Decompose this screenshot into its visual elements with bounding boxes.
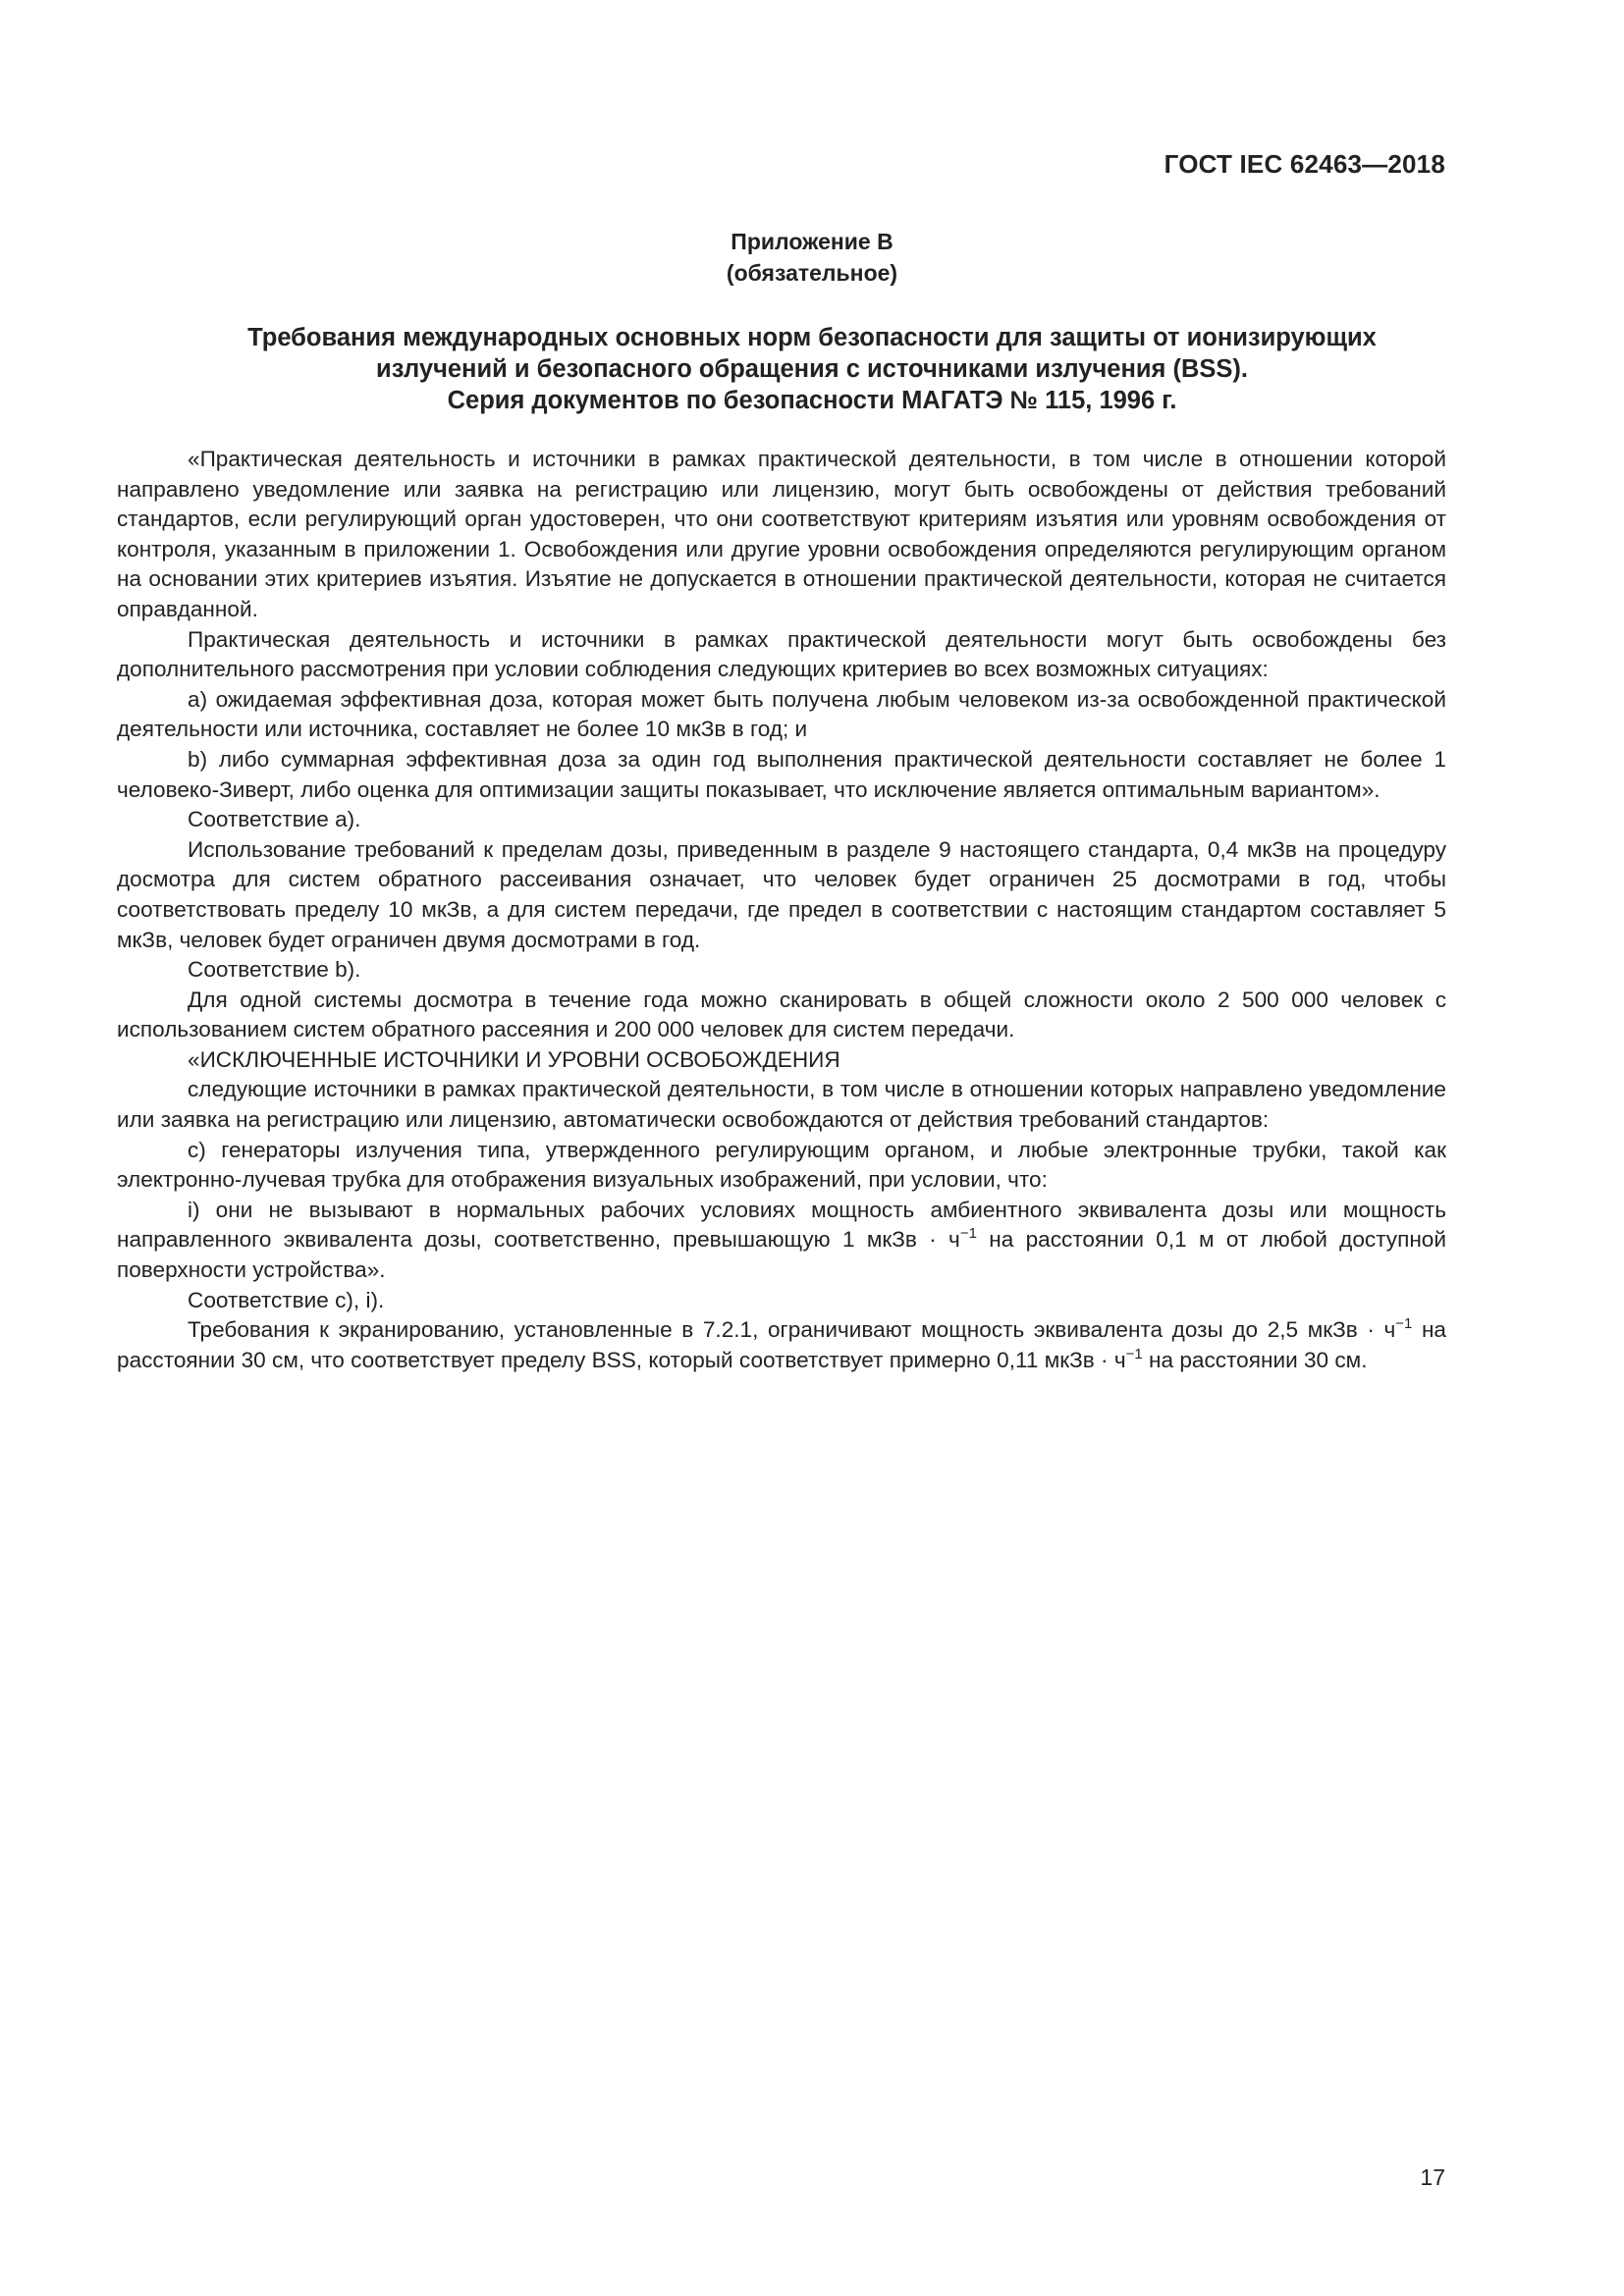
- standard-code-header: ГОСТ IEC 62463—2018: [1164, 149, 1445, 179]
- appendix-label: Приложение В: [731, 229, 893, 254]
- page-number: 17: [1420, 2164, 1445, 2190]
- document-body: [117, 445, 1446, 1375]
- superscript: −1: [1395, 1315, 1413, 1333]
- appendix-heading: [0, 226, 1624, 289]
- text-run: i) они не вызывают в нормальных рабочих условиях мощность амбиентного эквивалента дозы или мощность направленного эквивалента дозы, соответственно, превышающую 1 мкЗв · ч: [117, 1197, 1446, 1253]
- text-run: Требования к экранированию, установленные в 7.2.1, ограничивают мощность эквивалента дозы до 2,5 мкЗв · ч: [188, 1317, 1396, 1343]
- paragraph-item-c: с) генераторы излучения типа, утвержденного регулирующим органом, и любые электронные трубки, такой как электронно-лучевая трубка для отображения визуальных изображений, при условии, что:: [117, 1137, 1446, 1193]
- paragraph-excluded-sources-heading: «ИСКЛЮЧЕННЫЕ ИСТОЧНИКИ И УРОВНИ ОСВОБОЖДЕНИЯ: [188, 1046, 840, 1072]
- paragraph-item-i: [117, 1196, 1446, 1286]
- paragraph-compliance-b-label: Соответствие b).: [188, 957, 361, 983]
- paragraph-exemption-criteria: Практическая деятельность и источники в рамках практической деятельности могут быть освобождены без дополнительного рассмотрения при условии соблюдения следующих критериев во всех возможных ситуациях:: [117, 626, 1446, 682]
- text-run: на расстоянии 30 см, что соответствует пределу BSS, который соответствует примерно 0,11 мкЗв · ч: [117, 1317, 1446, 1372]
- paragraph-compliance-b: Для одной системы досмотра в течение года можно сканировать в общей сложности около 2 500 000 человек с использованием систем обратного рассеяния и 200 000 человек для систем передачи.: [117, 987, 1446, 1042]
- title-line-3: Серия документов по безопасности МАГАТЭ № 115, 1996 г.: [447, 387, 1177, 414]
- paragraph-excluded-sources: следующие источники в рамках практической деятельности, в том числе в отношении которых направлено уведомление или заявка на регистрацию или лицензию, автоматически освобождаются от действия требований стандартов:: [117, 1077, 1446, 1133]
- paragraph-exemption-intro: «Практическая деятельность и источники в рамках практической деятельности, в том числе в отношении которой направлено уведомление или заявка на регистрацию или лицензию, могут быть освобождены от действия требований стандартов, если регулирующий орган удостоверен, что они соответствуют критериям изъятия или уровням освобождения от контроля, указанным в приложении 1. Освобождения или другие уровни освобождения определяются регулирующим органом на основании этих критериев изъятия. Изъятие не допускается в отношении практической деятельности, которая не считается оправданной.: [117, 447, 1446, 621]
- title-line-2: излучений и безопасного обращения с источниками излучения (BSS).: [376, 355, 1248, 383]
- paragraph-compliance-a: Использование требований к пределам дозы, приведенным в разделе 9 настоящего стандарта, 0,4 мкЗв на процедуру досмотра для систем обратного рассеивания означает, что человек будет ограничен 25 досмотрами в год, чтобы соответствовать пределу 10 мкЗв, а для систем передачи, где предел в соответствии с настоящим стандартом составляет 5 мкЗв, человек будет ограничен двумя досмотрами в год.: [117, 836, 1446, 952]
- appendix-status: (обязательное): [726, 260, 898, 286]
- paragraph-compliance-a-label: Соответствие а).: [188, 807, 361, 832]
- title-line-1: Требования международных основных норм безопасности для защиты от ионизирующих: [247, 324, 1377, 351]
- text-run: на расстоянии 0,1 м от любой доступной поверхности устройства».: [117, 1227, 1446, 1283]
- document-title: [118, 322, 1506, 416]
- paragraph-shielding-requirements: [117, 1315, 1446, 1375]
- superscript: −1: [959, 1225, 977, 1243]
- paragraph-criterion-a: а) ожидаемая эффективная доза, которая может быть получена любым человеком из-за освобожденной практической деятельности или источника, составляет не более 10 мкЗв в год; и: [117, 686, 1446, 742]
- superscript: −1: [1125, 1345, 1143, 1362]
- text-run: на расстоянии 30 см.: [1142, 1347, 1368, 1372]
- paragraph-criterion-b: b) либо суммарная эффективная доза за один год выполнения практической деятельности составляет не более 1 человеко-Зиверт, либо оценка для оптимизации защиты показывает, что исключение является оптимальным вариантом».: [117, 746, 1446, 802]
- paragraph-compliance-c-label: Соответствие с), i).: [188, 1287, 385, 1312]
